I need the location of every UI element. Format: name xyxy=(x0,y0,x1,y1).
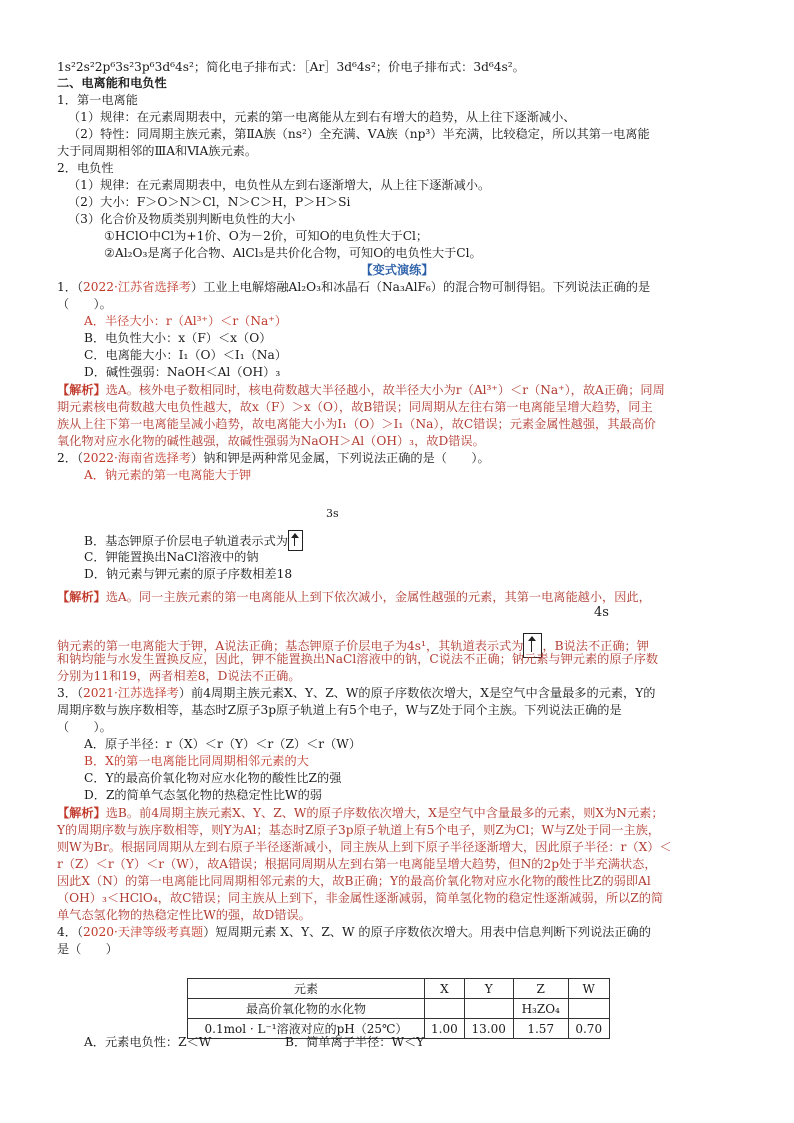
q1-explanation-3: 族从上往下第一电离能呈减小趋势，故电离能大小为I₁（O）＞I₁（Na），故C错误；元素金属性越强，其最高价 xyxy=(57,417,656,431)
q3-explanation-1: 【解析】选B。前4周期主族元素X、Y、Z、W的原子序数依次增大，X是空气中含量最多的元素，则X为N元素； xyxy=(57,806,664,820)
q4-stem: 4．（2020·天津等级考真题）短周期元素 X、Y、Z、W 的原子序数依次增大。用表中信息判断下列说法正确的 xyxy=(57,925,651,939)
q2-option-a: A．钠元素的第一电离能大于钾 xyxy=(84,468,252,482)
ionization-rule: （1）规律：在元素周期表中，元素的第一电离能从左到右有增大的趋势，从上往下逐渐减小、 xyxy=(68,110,576,124)
q4-source: 2020·天津等级考真题 xyxy=(83,925,204,939)
q3-explanation-3: 则W为Br。根据同周期从左到右原子半径逐渐减小，同主族从上到下原子半径逐渐增大，因此原子半径：r（X）＜ xyxy=(57,840,672,854)
q1-explanation-2: 期元素核电荷数越大电负性越大，故x（F）＞x（O），故B错误；同周期从左往右第一电离能呈增大趋势，同主 xyxy=(57,400,653,414)
judge-point-2: ②Al₂O₃是离子化合物、AlCl₃是共价化合物，可知O的电负性大于Cl。 xyxy=(104,246,482,260)
q3-explanation-7: 单气态氢化物的热稳定性比W的强，故D错误。 xyxy=(57,908,311,922)
judge-point-1: ①HClO中Cl为+1价、O为－2价，可知O的电负性大于Cl； xyxy=(104,229,429,243)
q2-explanation-2: 钠元素的第一电离能大于钾，A说法正确；基态钾原子价层电子为4s¹，其轨道表示式为 ，B说法不正确；钾 xyxy=(57,633,649,658)
q1-stem-cont: （ ）。 xyxy=(57,297,112,311)
table-cell: 13.00 xyxy=(464,1019,513,1039)
q1-stem: 1．（2022·江苏省选择考）工业上电解熔融Al₂O₃和冰晶石（Na₃AlF₆）的混合物可制得铝。下列说法正确的是 xyxy=(57,280,651,294)
table-cell: 最高价氧化物的水化物 xyxy=(188,999,425,1019)
q3-option-c: C．Y的最高价氧化物对应水化物的酸性比Z的强 xyxy=(84,771,342,785)
section-title: 二、电离能和电负性 xyxy=(57,76,167,90)
electronegativity-order: （2）大小：F＞O＞N＞Cl，N＞C＞H，P＞H＞Si xyxy=(68,195,351,209)
q3-stem-cont: 周期序数与族序数相等，基态时Z原子3p原子轨道上有5个电子，W与Z处于同个主族。下列说法正确的是 xyxy=(57,703,622,717)
q2-stem: 2．（2022·海南省选择考）钠和钾是两种常见金属，下列说法正确的是（ ）。 xyxy=(57,451,490,465)
orbital-label-4s: 4s xyxy=(594,605,609,620)
q2-explanation-3: 和钠均能与水发生置换反应，因此，钾不能置换出NaCl溶液中的钠，C说法不正确；钠元素与钾元素的原子序数 xyxy=(57,652,659,666)
q1-option-b: B．电负性大小：x（F）＜x（O） xyxy=(84,331,272,345)
q2-option-c: C．钾能置换出NaCl溶液中的钠 xyxy=(84,550,259,564)
q4-option-a: A．元素电负性：Z＜W xyxy=(84,1035,212,1049)
q2-option-b: B．基态钾原子价层电子轨道表示式为 xyxy=(84,530,303,551)
table-cell: 0.70 xyxy=(568,1019,609,1039)
q3-option-a: A．原子半径：r（X）＜r（Y）＜r（Z）＜r（W） xyxy=(84,737,362,751)
table-cell: H₃ZO₄ xyxy=(513,999,568,1019)
q4-option-b: B．简单离子半径：W＜Y xyxy=(285,1035,425,1049)
subsection-electronegativity-title: 2．电负性 xyxy=(57,161,114,175)
q2-source: 2022·海南省选择考 xyxy=(83,451,192,465)
q3-explanation-6: （OH）₃＜HClO₄，故C错误；同主族从上到下，非金属性逐渐减弱，简单氢化物的稳定性逐渐减弱，所以Z的简 xyxy=(57,891,664,905)
variant-practice-title: 【变式演练】 xyxy=(360,263,434,277)
q3-explanation-2: Y的周期序数与族序数相等，则Y为Al；基态时Z原子3p原子轨道上有5个电子，则Z为Cl；W与Z处于同一主族， xyxy=(57,823,660,837)
q1-option-d: D．碱性强弱：NaOH＜Al（OH）₃ xyxy=(84,365,281,379)
electronegativity-judge: （3）化合价及物质类别判断电负性的大小 xyxy=(68,212,296,226)
table-cell: 元素 xyxy=(188,979,425,999)
q1-source: 2022·江苏省选择考 xyxy=(83,280,192,294)
element-data-table xyxy=(187,978,610,1039)
electron-config-line: 1s²2s²2p⁶3s²3p⁶3d⁶4s²；简化电子排布式：［Ar］3d⁶4s²；价电子排布式：3d⁶4s²。 xyxy=(57,60,525,74)
table-row xyxy=(188,999,610,1019)
q3-explanation-5: 因此X（N）的第一电离能比同周期相邻元素的大，故B正确；Y的最高价氧化物对应水化物的酸性比Z的弱即Al xyxy=(57,874,651,888)
subsection-ionization-title: 1．第一电离能 xyxy=(57,93,138,107)
orbital-label-3s: 3s xyxy=(326,507,339,520)
table-cell xyxy=(464,999,513,1019)
table-header-row xyxy=(188,979,610,999)
q3-option-d: D．Z的简单气态氢化物的热稳定性比W的弱 xyxy=(84,788,322,802)
analysis-tag: 【解析】 xyxy=(57,383,106,397)
q1-option-a: A．半径大小：r（Al³⁺）＜r（Na⁺） xyxy=(84,314,287,328)
q3-option-b: B．X的第一电离能比同周期相邻元素的大 xyxy=(84,754,309,768)
table-cell: X xyxy=(425,979,465,999)
q2-explanation-1: 【解析】选A。同一主族元素的第一电离能从上到下依次减小，金属性越强的元素，其第一电离能越小，因此， xyxy=(57,590,651,604)
ionization-trait-line1: （2）特性：同周期主族元素，第ⅡA族（ns²）全充满、ⅤA族（np³）半充满，比较稳定，所以其第一电离能 xyxy=(68,127,650,141)
q3-explanation-4: r（Z）＜r（Y）＜r（W），故A错误；根据同周期从左到右第一电离能呈增大趋势，但N的2p处于半充满状态， xyxy=(57,857,657,871)
q1-option-c: C．电离能大小：I₁（O）＜I₁（Na） xyxy=(84,348,287,362)
table-cell: 0.1mol · L⁻¹溶液对应的pH（25℃） xyxy=(188,1019,425,1039)
table-cell xyxy=(568,999,609,1019)
q4-stem-cont: 是（ ） xyxy=(57,942,118,956)
q2-explanation-4: 分别为11和19，两者相差8，D说法不正确。 xyxy=(57,669,301,683)
table-cell: 1.57 xyxy=(513,1019,568,1039)
ionization-trait-line2: 大于同周期相邻的ⅢA和ⅥA族元素。 xyxy=(57,144,258,158)
orbital-box-icon xyxy=(288,530,303,551)
table-cell: Y xyxy=(464,979,513,999)
electronegativity-rule: （1）规律：在元素周期表中，电负性从左到右逐渐增大，从上往下逐渐减小。 xyxy=(68,178,491,192)
q3-stem: 3．（2021·江苏选择考）前4周期主族元素X、Y、Z、W的原子序数依次增大，X是空气中含量最多的元素，Y的 xyxy=(57,686,656,700)
q3-stem-cont2: （ ）。 xyxy=(57,720,112,734)
table-cell xyxy=(425,999,465,1019)
table-cell: W xyxy=(568,979,609,999)
q2-option-d: D．钠元素与钾元素的原子序数相差18 xyxy=(84,567,293,581)
q3-source: 2021·江苏选择考 xyxy=(83,686,179,700)
q1-explanation-4: 氧化物对应水化物的碱性越强，故碱性强弱为NaOH＞Al（OH）₃，故D错误。 xyxy=(57,434,485,448)
table-cell: 1.00 xyxy=(425,1019,465,1039)
table-cell: Z xyxy=(513,979,568,999)
q1-explanation-1: 【解析】选A。核外电子数相同时，核电荷数越大半径越小，故半径大小为r（Al³⁺）＜r（Na⁺），故A正确；同周 xyxy=(57,383,665,397)
